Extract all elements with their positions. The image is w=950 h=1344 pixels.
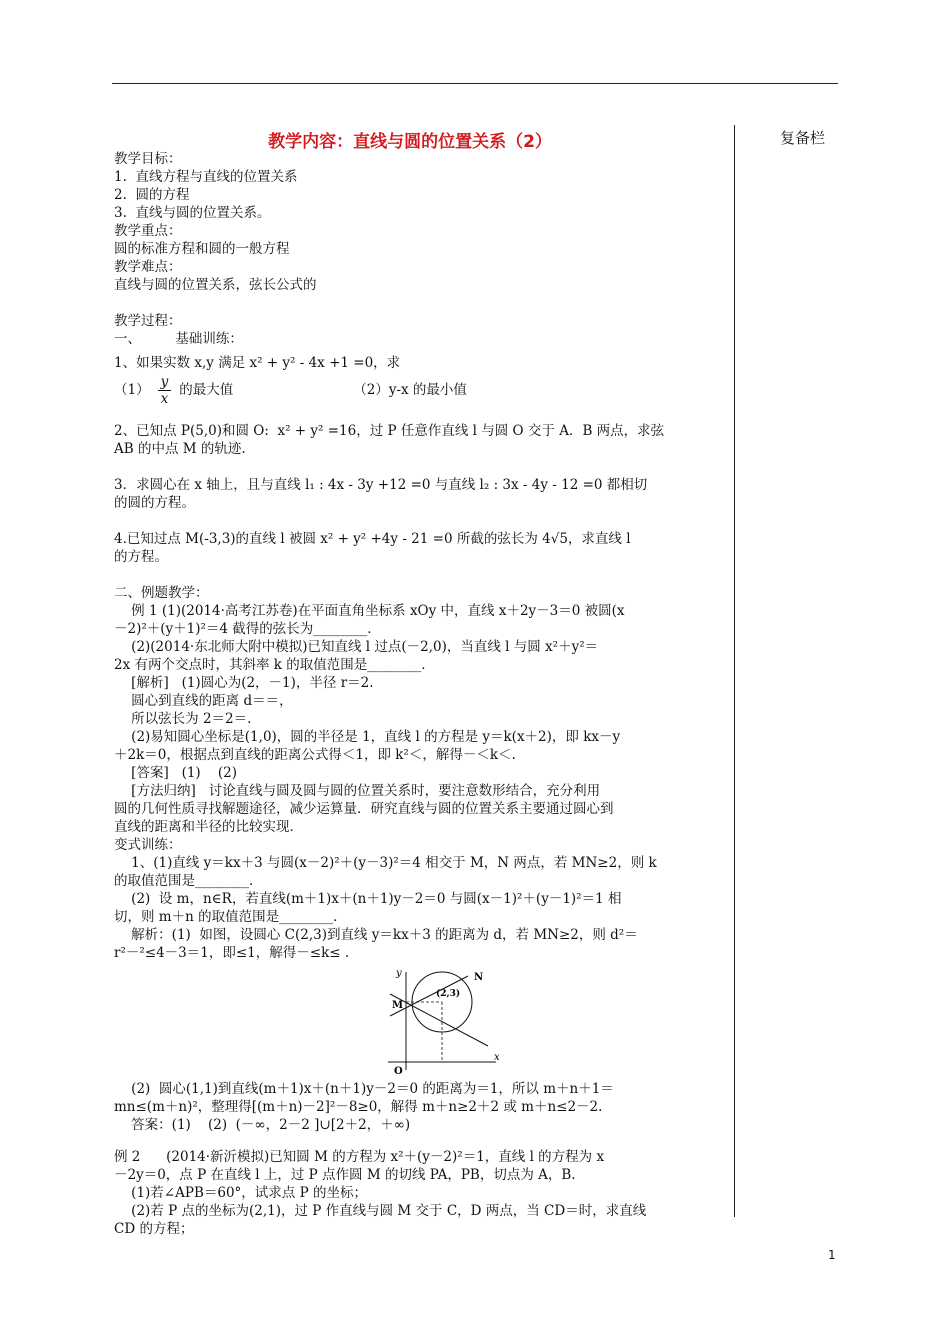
objective-item: 1. 直线方程与直线的位置关系	[114, 169, 298, 185]
svg-text:O: O	[394, 1066, 403, 1076]
text-line: 解析：(1) 如图，设圆心 C(2,3)到直线 y＝kx＋3 的距离为 d，若 MN≥2，则 d²＝	[114, 927, 638, 943]
text-line: (2)易知圆心坐标是(1,0)，圆的半径是 1，直线 l 的方程是 y＝k(x＋2)，即 kx－y	[114, 729, 621, 745]
circle-diagram	[378, 966, 508, 1076]
side-label: 复备栏	[780, 129, 826, 147]
text-line: mn≤(m＋n)²，整理得[(m＋n)－2]²－8≥0，解得 m＋n≥2＋2 或 m＋n≤2－2.	[114, 1099, 603, 1115]
text-line: 例 2 (2014·新沂模拟)已知圆 M 的方程为 x²＋(y－2)²＝1，直线 l 的方程为 x	[114, 1149, 605, 1165]
svg-text:(2,3): (2,3)	[436, 989, 461, 999]
svg-text:y: y	[396, 968, 402, 979]
section2-heading: 二、例题教学：	[114, 585, 209, 601]
text-line: 答案：(1) (2) (－∞，2－2 ]∪[2＋2，＋∞)	[114, 1117, 411, 1133]
objectives-heading: 教学目标：	[114, 151, 182, 167]
text-line: [方法归纳] 讨论直线与圆及圆与圆的位置关系时，要注意数形结合，充分利用	[114, 783, 601, 799]
text-line: CD 的方程；	[114, 1221, 194, 1237]
text-line: 圆的几何性质寻找解题途径，减少运算量．研究直线与圆的位置关系主要通过圆心到	[114, 801, 614, 817]
page-title: 教学内容：直线与圆的位置关系（2）	[268, 132, 552, 152]
question-3-cont: 的圆的方程。	[114, 495, 195, 511]
difficulties-heading: 教学难点：	[114, 259, 182, 275]
key-points-text: 圆的标准方程和圆的一般方程	[114, 241, 290, 257]
section1-heading: 一、 基础训练：	[114, 331, 243, 347]
text-line: 切，则 m＋n 的取值范围是________．	[114, 909, 347, 925]
main-content	[114, 150, 726, 1238]
example-2-text	[114, 1148, 726, 1238]
text-line: 变式训练：	[114, 837, 182, 853]
question-2: 2、已知点 P(5,0)和圆 O: x² + y² =16，过 P 任意作直线 l 与圆 O 交于 A．B 两点，求弦	[114, 423, 665, 439]
page-number: 1	[828, 1248, 836, 1262]
svg-text:x: x	[494, 1052, 500, 1063]
question-2-cont: AB 的中点 M 的轨迹.	[114, 441, 246, 457]
text-line: (2)若 P 点的坐标为(2,1)，过 P 作直线与圆 M 交于 C，D 两点，当 CD＝时，求直线	[114, 1203, 647, 1219]
column-divider	[734, 125, 735, 1217]
objective-item: 2. 圆的方程	[114, 187, 190, 203]
text-line: (2) 设 m，n∈R，若直线(m＋1)x＋(n＋1)y－2＝0 与圆(x－1)²＋(y－1)²＝1 相	[114, 891, 622, 907]
question-4: 4.已知过点 M(-3,3)的直线 l 被圆 x² + y² +4y - 21 =0 所截的弦长为 4√5，求直线 l	[114, 531, 631, 547]
objective-item: 3. 直线与圆的位置关系。	[114, 205, 271, 221]
question-1-parts: （1） $\frac{y}{x}$ 的最大值 （2）y-x 的最小值	[114, 373, 467, 407]
fraction: $\frac{y}{x}$	[158, 374, 172, 407]
text-line: 直线的距离和半径的比较实现．	[114, 819, 303, 835]
text-line: 1、(1)直线 y＝kx＋3 与圆(x－2)²＋(y－3)²＝4 相交于 M，N 两点，若 MN≥2，则 k	[114, 855, 657, 871]
text-line: (2)(2014·东北师大附中模拟)已知直线 l 过点(－2,0)，当直线 l 与圆 x²＋y²＝	[114, 639, 599, 655]
text-line: ＋2k＝0，根据点到直线的距离公式得＜1，即 k²＜，解得－＜k＜.	[114, 747, 516, 763]
text-line: [解析] (1)圆心为(2，－1)，半径 r＝2.	[114, 675, 374, 691]
top-rule	[112, 83, 838, 84]
text-line: (1)若∠APB＝60°，试求点 P 的坐标；	[114, 1185, 367, 1201]
process-heading: 教学过程：	[114, 313, 182, 329]
text-line: 的取值范围是________．	[114, 873, 263, 889]
text-line: －2)²＋(y＋1)²＝4 截得的弦长为________．	[114, 621, 381, 637]
text-line: (2) 圆心(1,1)到直线(m＋1)x＋(n＋1)y－2＝0 的距离为＝1，所以 m＋n＋1＝	[114, 1081, 614, 1097]
svg-text:N: N	[474, 972, 484, 983]
text-line: 所以弦长为 2＝2＝.	[114, 711, 252, 727]
text-line: 2x 有两个交点时，其斜率 k 的取值范围是________．	[114, 657, 435, 673]
text-line: －2y＝0，点 P 在直线 l 上，过 P 点作圆 M 的切线 PA，PB，切点为 A，B.	[114, 1167, 576, 1183]
text-line: [答案] (1) (2)	[114, 765, 237, 781]
question-3: 3．求圆心在 x 轴上，且与直线 l₁ : 4x - 3y +12 =0 与直线 l₂ : 3x - 4y - 12 =0 都相切	[114, 477, 648, 493]
circle-figure	[378, 966, 508, 1076]
example-1-continued	[114, 1080, 726, 1134]
text-line: 圆心到直线的距离 d＝＝，	[114, 693, 293, 709]
example-1-text	[114, 602, 726, 962]
svg-text:M: M	[392, 1000, 404, 1011]
text-line: 例 1 (1)(2014·高考江苏卷)在平面直角坐标系 xOy 中，直线 x＋2y－3＝0 被圆(x	[114, 603, 625, 619]
question-1: 1、如果实数 x,y 满足 x² + y² - 4x +1 =0，求	[114, 355, 401, 371]
difficulties-text: 直线与圆的位置关系，弦长公式的	[114, 277, 317, 293]
text-line: r²－²≤4－3＝1，即≤1，解得－≤k≤ .	[114, 945, 350, 961]
question-4-cont: 的方程。	[114, 549, 168, 565]
key-points-heading: 教学重点：	[114, 223, 182, 239]
